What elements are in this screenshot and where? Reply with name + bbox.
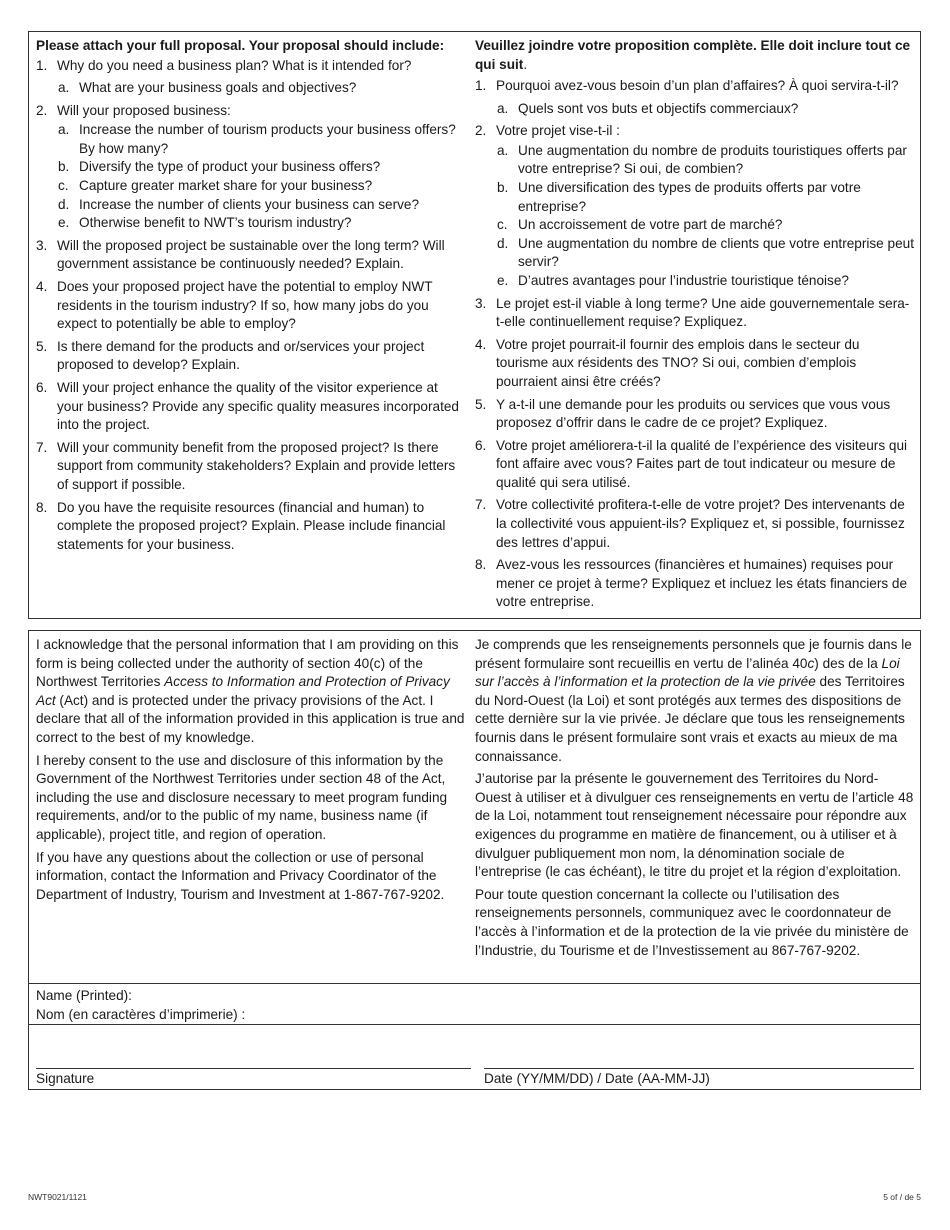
en-item-6 [36, 379, 467, 435]
proposal-english-column [29, 32, 475, 554]
en-sublist-2 [36, 121, 467, 233]
fr-item-1 [475, 77, 914, 118]
item-text: Will the proposed project be sustainable over the long term? Will government assistance be continuously needed? Explain. [57, 237, 445, 272]
item-text: Avez-vous les ressources (financières et humaines) requises pour mener ce projet à terme? Expliquez et incluez les états financiers de votre entreprise. [496, 557, 908, 610]
subitem-letter: e. [58, 215, 70, 231]
subitem-letter: d. [497, 235, 509, 251]
proposal-french-column [475, 32, 922, 612]
act-title-fr: Loi sur l’accès à l’information et la protection de la vie privée [475, 655, 900, 690]
item-number: 6. [36, 380, 48, 395]
fr-subitem-2-e [475, 272, 914, 291]
en-item-8 [36, 499, 467, 555]
subitem-text: Une diversification des types de produits offerts par votre entreprise? [518, 179, 861, 214]
subitem-text: Otherwise benefit to NWT’s tourism industry? [79, 215, 352, 231]
item-text: Will your community benefit from the proposed project? Is there support from community stakeholders? Explain and provide letters of support if possible. [57, 439, 456, 492]
fr-item-5 [475, 396, 914, 433]
en-item-7 [36, 439, 467, 495]
fr-item-7 [475, 496, 914, 552]
item-text: Why do you need a business plan? What is it intended for? [57, 57, 412, 73]
subitem-letter: a. [497, 100, 509, 116]
subitem-text: D’autres avantages pour l’industrie touristique ténoise? [518, 272, 849, 288]
subitem-text: Une augmentation du nombre de produits touristiques offerts par votre entreprise? Si oui, de combien? [518, 142, 907, 177]
form-id: NWT9021/1121 [28, 1192, 87, 1202]
item-text: Do you have the requisite resources (financial and human) to complete the proposed project? Explain. Please include financial statements for your business. [57, 499, 446, 552]
fr-item-3 [475, 295, 914, 332]
item-text: Y a-t-il une demande pour les produits ou services que vous vous proposez d’offrir dans le cadre de ce projet? Expliquez. [496, 396, 891, 431]
consent-fr-paragraph-1 [475, 636, 914, 766]
consent-en-paragraph-2: I hereby consent to the use and disclosure of this information by the Government of the Northwest Territories under section 48 of the Act, including the use and disclosure necessary to meet program funding requirements, and/or to the public of my name, business name (if applicable), project title, and region of operation. [36, 752, 448, 842]
item-number: 4. [36, 279, 48, 295]
en-subitem-1-a [36, 79, 467, 98]
en-item-1 [36, 57, 467, 98]
name-field[interactable] [29, 983, 920, 1025]
fr-subitem-2-b [475, 179, 914, 216]
item-text: Pourquoi avez-vous besoin d’un plan d’affaires? À quoi servira-t-il? [496, 78, 899, 93]
proposal-list-en [36, 57, 467, 555]
item-number: 2. [475, 123, 487, 139]
subitem-text: Quels sont vos buts et objectifs commerciaux? [518, 100, 799, 116]
name-label-en: Name (Printed): [36, 988, 132, 1003]
proposal-heading-fr [475, 37, 914, 74]
fr-subitem-2-c [475, 216, 914, 235]
consent-en-p1-b: (Act) and is protected under the privacy provisions of the Act. I declare that all of the information provided in this application is true and correct to the best of my knowledge. [36, 692, 465, 745]
en-subitem-2-a [36, 121, 467, 158]
proposal-heading-en: Please attach your full proposal. Your proposal should include: [36, 38, 445, 53]
item-number: 5. [36, 338, 48, 354]
item-number: 2. [36, 102, 48, 118]
item-number: 1. [475, 78, 487, 93]
en-subitem-2-e [36, 214, 467, 233]
subitem-letter: a. [497, 142, 509, 158]
item-number: 7. [36, 439, 48, 455]
fr-sublist-1 [475, 100, 914, 119]
subitem-text: Diversify the type of product your business offers? [79, 159, 381, 175]
item-number: 5. [475, 396, 487, 412]
date-label: Date (YY/MM/DD) / Date (AA-MM-JJ) [484, 1071, 710, 1086]
en-subitem-2-d [36, 196, 467, 215]
item-number: 1. [36, 57, 48, 73]
item-text: Will your project enhance the quality of the visitor experience at your business? Provide any specific quality measures incorporated into the project. [57, 380, 459, 433]
act-title-en: Access to Information and Protection of Privacy Act [36, 674, 450, 708]
consent-english-column [29, 631, 475, 904]
subitem-letter: b. [58, 159, 70, 175]
signature-label: Signature [36, 1071, 95, 1086]
subitem-letter: c. [58, 178, 69, 194]
subitem-letter: b. [497, 179, 509, 195]
item-number: 7. [475, 497, 487, 513]
item-number: 8. [36, 499, 48, 515]
consent-en-p1-a: I acknowledge that the personal information that I am providing on this form is being collected under the authority of section 40(c) of the Northwest Territories [36, 637, 459, 690]
proposal-section [28, 31, 921, 619]
proposal-heading-fr-text: Veuillez joindre votre proposition complète. Elle doit inclure tout ce qui suit [475, 38, 911, 72]
subitem-letter: a. [58, 122, 70, 138]
en-item-2 [36, 102, 467, 233]
item-text: Is there demand for the products and or/services your project proposed to develop? Explain. [57, 338, 425, 373]
item-text: Votre collectivité profitera-t-elle de votre projet? Des intervenants de la collectivité vous appuient-ils? Expliquez et, si possible, fournissez des lettres d’appui. [496, 497, 905, 550]
proposal-list-fr [475, 77, 914, 612]
consent-fr-p1-d: des Territoires du Nord-Ouest (la Loi) et sont protégés aux termes des dispositions de cette dernière sur la vie privée. Je déclare que tous les renseignements fournis dans le présent formulaire sont vrais et exacts au mieux de ma connaissance. [475, 674, 905, 764]
item-text: Votre projet améliorera-t-il la qualité de l’expérience des visiteurs qui font affaire avec vous? Faites part de tout indicateur ou mesure de qualité qui sera utilisé. [496, 437, 908, 490]
consent-fr-p1-b: ) des de la [814, 655, 882, 671]
subitem-letter: c. [497, 217, 508, 233]
item-text: Votre projet vise-t-il : [496, 123, 620, 139]
en-item-3 [36, 237, 467, 274]
en-item-4 [36, 278, 467, 334]
subitem-text: Increase the number of tourism products your business offers? By how many? [79, 122, 456, 156]
signature-line[interactable] [36, 1068, 471, 1069]
item-number: 6. [475, 437, 487, 453]
proposal-heading-fr-end: . [523, 56, 528, 72]
en-sublist-1 [36, 79, 467, 98]
item-text: Votre projet pourrait-il fournir des emplois dans le secteur du tourisme aux résidents des TNO? Si oui, combien d’emplois pourraient ainsi être créés? [496, 336, 860, 389]
fr-subitem-2-d [475, 235, 914, 272]
consent-section [28, 630, 921, 1090]
subitem-letter: e. [497, 272, 509, 288]
item-number: 3. [475, 295, 487, 311]
consent-en-paragraph-3: If you have any questions about the collection or use of personal information, contact the Information and Privacy Coordinator of the Department of Industry, Tourism and Investment at 1-867-767-9202. [36, 849, 445, 902]
consent-french-column [475, 631, 922, 960]
fr-subitem-2-a [475, 142, 914, 179]
name-label-fr: Nom (en caractères d’imprimerie) : [36, 1006, 246, 1022]
fr-item-2 [475, 122, 914, 290]
subitem-letter: d. [58, 196, 70, 212]
date-line[interactable] [484, 1068, 914, 1069]
subitem-text: Un accroissement de votre part de marché? [518, 217, 783, 233]
subitem-text: Increase the number of clients your business can serve? [79, 196, 420, 212]
fr-subitem-1-a [475, 100, 914, 119]
subitem-letter: a. [58, 80, 70, 96]
item-text: Le projet est-il viable à long terme? Une aide gouvernementale sera-t-elle continuellement requise? Expliquez. [496, 295, 910, 330]
fr-item-8 [475, 556, 914, 612]
fr-item-4 [475, 336, 914, 392]
consent-fr-p1-a: Je comprends que les renseignements personnels que je fournis dans le présent formulaire sont recueillis en vertu de l’alinéa 40 [475, 637, 912, 671]
item-text: Does your proposed project have the potential to employ NWT residents in the tourism industry? If so, how many jobs do you expect to potentially be able to employ? [57, 279, 433, 332]
consent-fr-paragraph-3: Pour toute question concernant la collecte ou l’utilisation des renseignements personnels, communiquez avec le coordonnateur de l’accès à l’information et de la protection de la vie privée du ministère de l’Industrie, du Tourisme et de l’Investissement au 867-767-9202. [475, 886, 909, 958]
subitem-text: Capture greater market share for your business? [79, 178, 373, 194]
item-number: 3. [36, 237, 48, 253]
item-number: 8. [475, 557, 487, 573]
item-text: Will your proposed business: [57, 102, 231, 118]
fr-item-6 [475, 437, 914, 493]
subitem-text: What are your business goals and objectives? [79, 80, 357, 96]
consent-fr-p1-c: c [807, 655, 815, 671]
fr-sublist-2 [475, 142, 914, 291]
consent-en-paragraph-1 [36, 636, 467, 748]
consent-fr-paragraph-2: J’autorise par la présente le gouvernement des Territoires du Nord-Ouest à utiliser et à divulguer ces renseignements en vertu de l’article 48 de la Loi, notamment tout renseignement nécessaire pour répondre aux exigences du programme en matière de financement, ou à utiliser et à divulguer publiquement mon nom, la dénomination sociale de l’entreprise (le cas échéant), le titre du projet et la région d’exploitation. [475, 771, 914, 880]
en-subitem-2-b [36, 158, 467, 177]
en-item-5 [36, 338, 467, 375]
en-subitem-2-c [36, 177, 467, 196]
subitem-text: Une augmentation du nombre de clients que votre entreprise peut servir? [518, 235, 914, 270]
item-number: 4. [475, 336, 487, 352]
page-number: 5 of / de 5 [883, 1192, 921, 1202]
